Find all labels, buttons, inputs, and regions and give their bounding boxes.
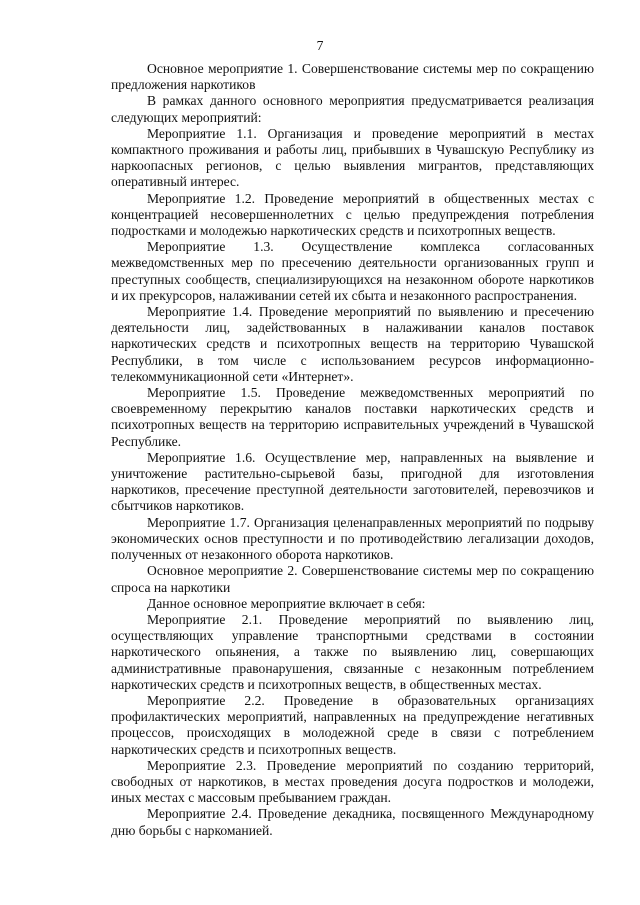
paragraph-activity-2-4: Мероприятие 2.4. Проведение декадника, посвященного Международному дню борьбы с наркоманией. [111,806,594,838]
paragraph-activity-1-7: Мероприятие 1.7. Организация целенаправленных мероприятий по подрыву экономических основ преступности и по противодействию легализации доходов, полученных от незаконного оборота наркотиков. [111,514,594,563]
paragraph-activity-1-3: Мероприятие 1.3. Осуществление комплекса согласованных межведомственных мер по пресечению деятельности организованных групп и преступных сообществ, специализирующихся на незаконном обороте наркотиков и их прекурсоров, налаживании сетей их сбыта и незаконного распространения. [111,239,594,303]
paragraph-activity-2-intro: Данное основное мероприятие включает в себя: [147,595,426,611]
paragraph-main-activity-1: Основное мероприятие 1. Совершенствование системы мер по сокращению предложения наркотиков [111,61,594,93]
paragraph-activity-2-1: Мероприятие 2.1. Проведение мероприятий по выявлению лиц, осуществляющих управление транспортными средствами в состоянии наркотического опьянения, а также по выявлению лиц, совершающих административные правонарушения, связанные с незаконным потреблением наркотических средств и психотропных веществ, в общественных местах. [111,611,594,692]
paragraph-activity-1-4: Мероприятие 1.4. Проведение мероприятий по выявлению и пресечению деятельности лиц, задействованных в налаживании каналов поставок наркотических средств и психотропных веществ на территорию Чувашской Республики, в том числе с использованием ресурсов информационно-телекоммуникационной сети «Интернет». [111,304,594,384]
paragraph-activity-1-1: Мероприятие 1.1. Организация и проведение мероприятий в местах компактного проживания и работы лиц, прибывших в Чувашскую Республику из наркоопасных регионов, с целью выявления мигрантов, представляющих оперативный интерес. [111,125,594,190]
paragraph-activity-1-6: Мероприятие 1.6. Осуществление мер, направленных на выявление и уничтожение растительно-сырьевой базы, пригодной для изготовления наркотиков, пресечение преступной деятельности заготовителей, перевозчиков и сбытчиков наркотиков. [111,449,594,514]
paragraph-activity-2-3: Мероприятие 2.3. Проведение мероприятий по созданию территорий, свободных от наркотиков, в местах проведения досуга подростков и молодежи, иных местах с массовым пребыванием граждан. [111,757,594,806]
paragraph-activity-1-2: Мероприятие 1.2. Проведение мероприятий в общественных местах с концентрацией несовершеннолетних с целью предупреждения потребления подростками и молодежью наркотических средств и психотропных веществ. [111,190,594,239]
paragraph-main-activity-2: Основное мероприятие 2. Совершенствование системы мер по сокращению спроса на наркотики [111,563,594,595]
paragraph-activity-1-5: Мероприятие 1.5. Проведение межведомственных мероприятий по своевременному перекрытию каналов поставки наркотических средств и психотропных веществ на территорию исправительных учреждений в Чувашской Республике. [111,385,594,449]
document-body [111,61,594,839]
paragraph-activity-2-2: Мероприятие 2.2. Проведение в образовательных организациях профилактических мероприятий, направленных на предупреждение негативных процессов, происходящих в молодежной среде в связи с потреблением наркотических средств и психотропных веществ. [111,692,594,757]
page-number: 7 [316,38,324,53]
paragraph-activities-intro: В рамках данного основного мероприятия предусматривается реализация следующих мероприятий: [111,93,594,125]
